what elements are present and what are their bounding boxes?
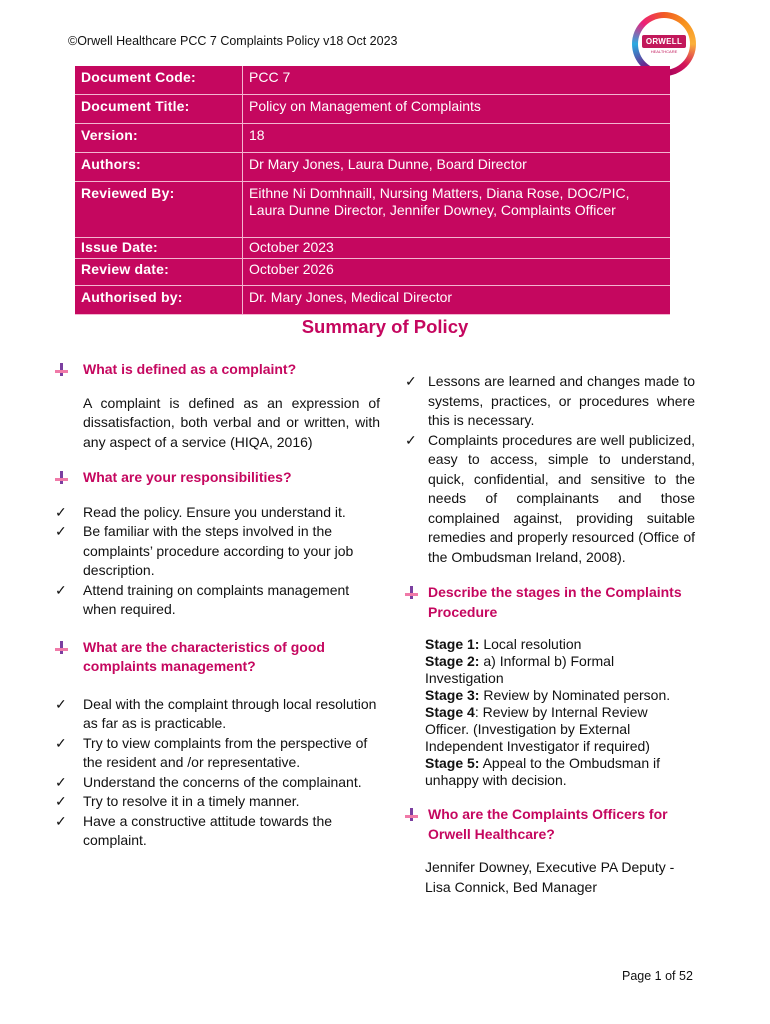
left-column — [55, 360, 380, 851]
checkmark-icon: ✓ — [55, 523, 67, 539]
list-item: ✓ Have a constructive attitude towards the complaint. — [55, 812, 333, 848]
stage-item: Stage 5: Appeal to the Ombudsman if unhappy with decision. — [425, 755, 661, 788]
checkmark-icon: ✓ — [55, 734, 67, 751]
stage-item: Stage 1: Local resolution — [425, 636, 582, 652]
complaint-definition-text: A complaint is defined as an expression of dissatisfaction, both verbal and or written, with any aspect of a service (HIQA, 2016) — [83, 394, 380, 450]
info-row-version: Version: 18 — [75, 124, 670, 153]
checkmark-icon: ✓ — [405, 373, 417, 389]
good-practice-list — [405, 372, 695, 567]
pin-icon — [55, 641, 68, 654]
list-item: ✓ Try to resolve it in a timely manner. — [55, 792, 380, 812]
pin-icon — [55, 471, 68, 484]
logo-name: ORWELL — [642, 35, 686, 48]
stages-list — [405, 636, 695, 789]
info-row-authors: Authors: Dr Mary Jones, Laura Dunne, Board Director — [75, 153, 670, 182]
list-item: ✓ Read the policy. Ensure you understand it. — [55, 503, 380, 523]
stage-item: Stage 3: Review by Nominated person. — [425, 687, 671, 703]
page-number: Page 1 of 52 — [622, 969, 693, 983]
responsibilities-list — [55, 503, 380, 620]
stage-item: Stage 2: a) Informal b) Formal Investigation — [425, 653, 615, 686]
heading-characteristics: What are the characteristics of good complaints management? — [55, 638, 380, 677]
checkmark-icon: ✓ — [55, 773, 67, 790]
checkmark-icon: ✓ — [55, 812, 67, 829]
document-header: ©Orwell Healthcare PCC 7 Complaints Policy v18 Oct 2023 — [68, 34, 398, 48]
stage-item: Stage 4: Review by Internal Review Officer. (Investigation by External Independent Investigator if required) — [425, 704, 650, 754]
heading-complaints-officers: Who are the Complaints Officers for Orwell Healthcare? — [405, 805, 695, 844]
info-row-document-title: Document Title: Policy on Management of Complaints — [75, 95, 670, 124]
summary-title: Summary of Policy — [301, 316, 469, 337]
right-column — [405, 372, 695, 897]
document-info-table — [75, 66, 670, 315]
complaints-officers-text: Jennifer Downey, Executive PA Deputy - Lisa Connick, Bed Manager — [425, 859, 675, 895]
checkmark-icon: ✓ — [55, 581, 67, 598]
pin-icon — [55, 363, 68, 376]
info-row-issue-date: Issue Date: October 2023 — [75, 238, 670, 259]
info-row-authorised-by: Authorised by: Dr. Mary Jones, Medical Director — [75, 286, 670, 315]
list-item: ✓ Complaints procedures are well publicized, easy to access, simple to understand, quick, confidential, and sensitive to the needs of complainants and those complained against, providing suitable remedies and properly resourced (Office of the Ombudsman Ireland, 2008). — [405, 431, 695, 565]
logo-sub: HEALTHCARE — [650, 48, 678, 54]
list-item: ✓ Lessons are learned and changes made to systems, practices, or procedures where this is necessary. — [405, 373, 695, 428]
list-item: ✓ Deal with the complaint through local resolution as far as is practicable. — [55, 695, 377, 731]
heading-complaint-definition: What is defined as a complaint? — [55, 360, 380, 380]
list-item: ✓ Try to view complaints from the perspective of the resident and /or representative. — [55, 734, 368, 770]
info-row-reviewed-by: Reviewed By: Eithne Ni Domhnaill, Nursing Matters, Diana Rose, DOC/PIC, Laura Dunne Director, Jennifer Downey, Complaints Officer — [75, 182, 670, 238]
checkmark-icon: ✓ — [55, 793, 67, 809]
list-item: ✓ Be familiar with the steps involved in the complaints’ procedure according to your job description. — [55, 523, 354, 578]
heading-responsibilities: What are your responsibilities? — [55, 468, 380, 488]
heading-stages: Describe the stages in the Complaints Procedure — [405, 583, 695, 622]
characteristics-list — [55, 695, 380, 851]
list-item: ✓ Attend training on complaints management when required. — [55, 581, 350, 617]
checkmark-icon: ✓ — [55, 695, 67, 712]
checkmark-icon: ✓ — [405, 431, 417, 448]
pin-icon — [405, 586, 418, 599]
checkmark-icon: ✓ — [55, 503, 67, 520]
info-row-document-code: Document Code: PCC 7 — [75, 66, 670, 95]
pin-icon — [405, 808, 418, 821]
list-item: ✓ Understand the concerns of the complainant. — [55, 773, 380, 793]
info-row-review-date: Review date: October 2026 — [75, 259, 670, 286]
